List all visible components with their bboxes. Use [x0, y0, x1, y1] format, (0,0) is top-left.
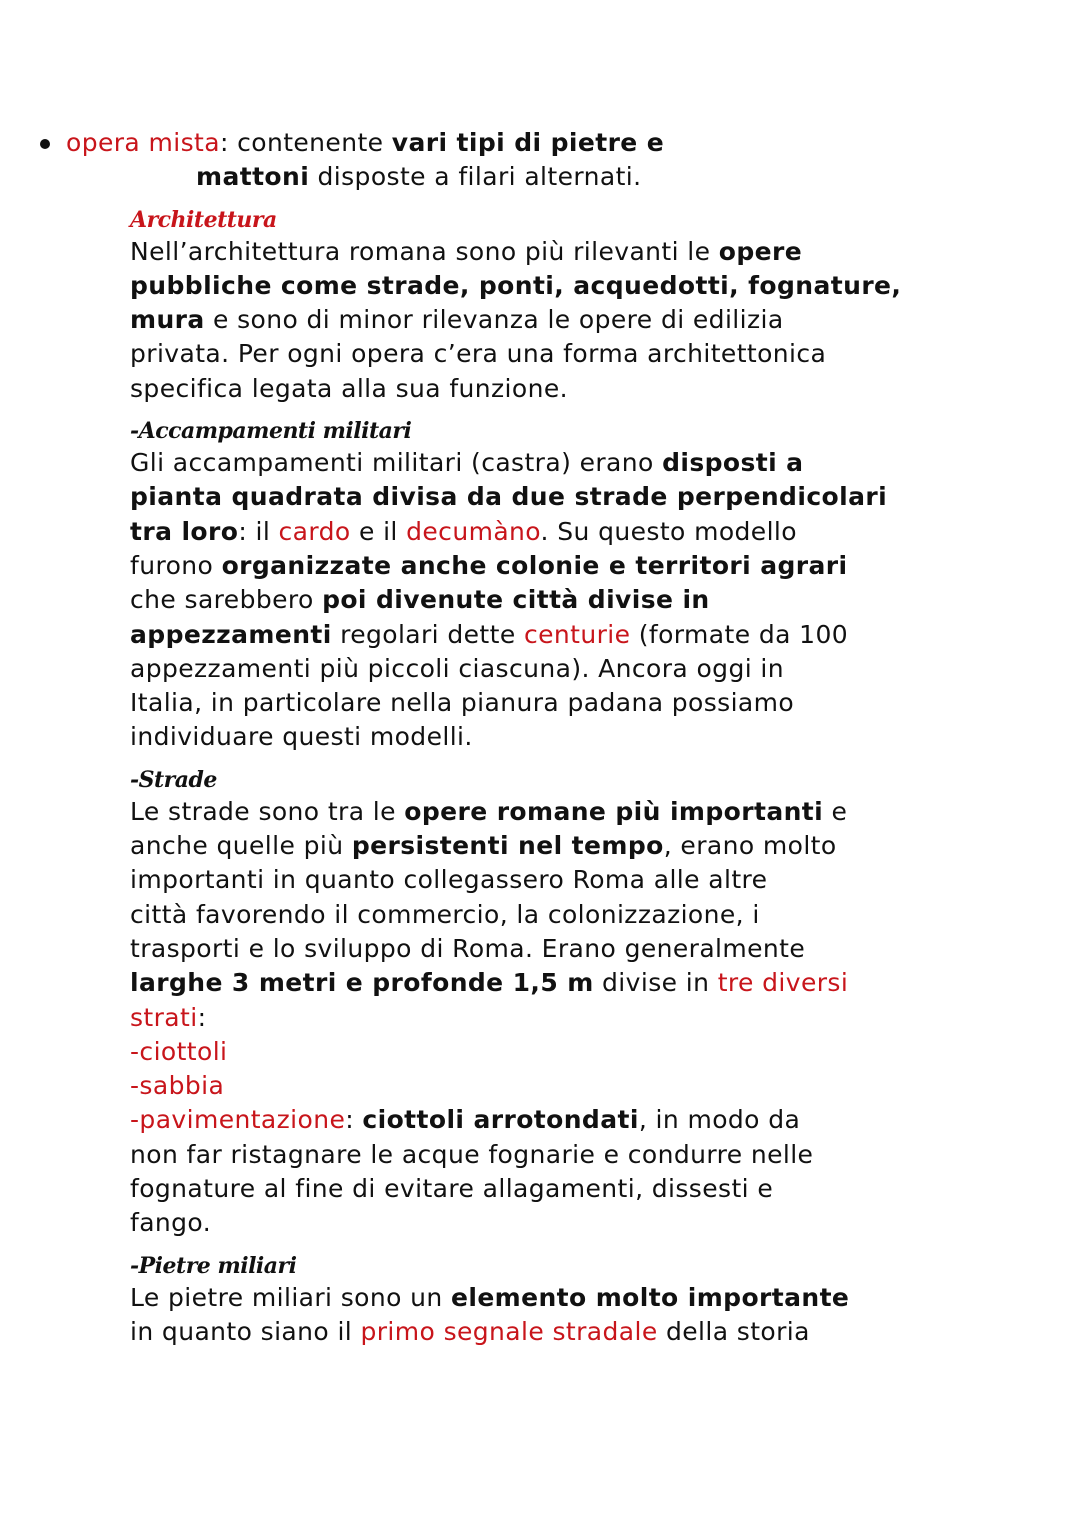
paragraph-line: appezzamenti più piccoli ciascuna). Ancora oggi in [130, 653, 785, 683]
section-heading-accampamenti: -Accampamenti militari [130, 418, 412, 445]
section-heading-strade: -Strade [130, 766, 217, 793]
paragraph-line: fango. [130, 1208, 212, 1238]
paragraph-line: pubbliche come strade, ponti, acquedotti, fognature, [130, 270, 902, 300]
document-page [66, 126, 950, 1349]
section-pietre-miliari [130, 1251, 950, 1350]
paragraph-line: individuare questi modelli. [130, 722, 473, 752]
paragraph-line: furono organizzate anche colonie e territori agrari [130, 550, 848, 580]
paragraph-line: specifica legata alla sua funzione. [130, 373, 568, 403]
paragraph-line: pianta quadrata divisa da due strade perpendicolari [130, 482, 888, 512]
paragraph-line: fognature al fine di evitare allagamenti, dissesti e [130, 1174, 774, 1204]
paragraph-line: che sarebbero poi divenute città divise in [130, 585, 710, 615]
section-accampamenti [130, 416, 950, 755]
paragraph-line: Italia, in particolare nella pianura padana possiamo [130, 688, 795, 718]
section-heading-architettura: Architettura [130, 206, 277, 233]
paragraph-line: Le pietre miliari sono un elemento molto importante [130, 1282, 850, 1312]
paragraph-line: anche quelle più persistenti nel tempo, erano molto [130, 831, 837, 861]
paragraph-line: importanti in quanto collegassero Roma alle altre [130, 865, 768, 895]
paragraph-line: appezzamenti regolari dette centurie (formate da 100 [130, 619, 849, 649]
paragraph-line: Gli accampamenti militari (castra) erano disposti a [130, 448, 804, 478]
list-item: -sabbia [130, 1071, 225, 1101]
paragraph-line: strati: [130, 1002, 207, 1032]
bullet-dot-icon [40, 139, 50, 149]
paragraph-line: non far ristagnare le acque fognarie e condurre nelle [130, 1139, 814, 1169]
paragraph-line: larghe 3 metri e profonde 1,5 m divise in tre diversi [130, 968, 849, 998]
term-opera-mista: opera mista [66, 128, 220, 157]
paragraph-line: privata. Per ogni opera c’era una forma architettonica [130, 339, 827, 369]
section-architettura [130, 205, 950, 406]
paragraph-line: trasporti e lo sviluppo di Roma. Erano generalmente [130, 933, 806, 963]
paragraph-line: città favorendo il commercio, la colonizzazione, i [130, 899, 760, 929]
list-item: -pavimentazione: ciottoli arrotondati, in modo da [130, 1105, 801, 1135]
section-strade [130, 765, 950, 1241]
section-heading-pietre-miliari: -Pietre miliari [130, 1252, 297, 1279]
paragraph-line: in quanto siano il primo segnale stradale della storia [130, 1316, 810, 1346]
bullet-opera-mista: opera mista: contenente vari tipi di pietre e mattoni disposte a filari alternati. [130, 126, 950, 195]
paragraph-line: Nell’architettura romana sono più rilevanti le opere [130, 236, 803, 266]
list-item: -ciottoli [130, 1036, 228, 1066]
paragraph-line: mura e sono di minor rilevanza le opere di edilizia [130, 305, 784, 335]
paragraph-line: Le strade sono tra le opere romane più importanti e [130, 796, 848, 826]
paragraph-line: tra loro: il cardo e il decumàno. Su questo modello [130, 516, 797, 546]
